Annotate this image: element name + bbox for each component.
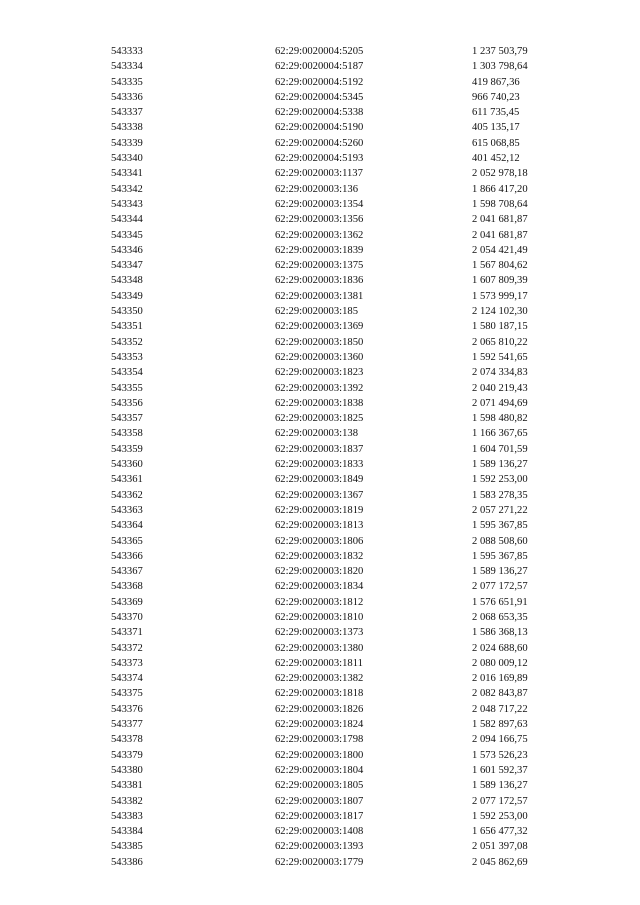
record-number-cell: 543386 bbox=[111, 856, 143, 868]
table-row bbox=[111, 335, 581, 350]
cadastral-number-cell: 62:29:0020004:5260 bbox=[275, 137, 364, 149]
table-row bbox=[111, 671, 581, 686]
cadastral-number-cell: 62:29:0020003:1382 bbox=[275, 673, 364, 685]
record-number-cell: 543340 bbox=[111, 153, 143, 165]
table-row bbox=[111, 426, 581, 441]
record-number-cell: 543369 bbox=[111, 596, 143, 608]
record-number-cell: 543343 bbox=[111, 198, 143, 210]
cadastral-number-cell: 62:29:0020003:1839 bbox=[275, 244, 364, 256]
table-row bbox=[111, 44, 581, 59]
table-row bbox=[111, 59, 581, 74]
cadastral-value-cell: 615 068,85 bbox=[472, 137, 520, 149]
cadastral-number-cell: 62:29:0020003:1807 bbox=[275, 795, 364, 807]
table-row bbox=[111, 641, 581, 656]
cadastral-value-cell: 1 866 417,20 bbox=[472, 183, 528, 195]
cadastral-number-cell: 62:29:0020004:5193 bbox=[275, 153, 364, 165]
record-number-cell: 543364 bbox=[111, 520, 143, 532]
record-number-cell: 543346 bbox=[111, 244, 143, 256]
cadastral-number-cell: 62:29:0020003:1373 bbox=[275, 627, 364, 639]
record-number-cell: 543362 bbox=[111, 489, 143, 501]
table-row bbox=[111, 748, 581, 763]
cadastral-number-cell: 62:29:0020003:1360 bbox=[275, 351, 364, 363]
cadastral-value-cell: 1 586 368,13 bbox=[472, 627, 528, 639]
cadastral-value-cell: 2 054 421,49 bbox=[472, 244, 528, 256]
table-row bbox=[111, 273, 581, 288]
table-row bbox=[111, 503, 581, 518]
record-number-cell: 543377 bbox=[111, 719, 143, 731]
cadastral-value-cell: 2 077 172,57 bbox=[472, 581, 528, 593]
record-number-cell: 543339 bbox=[111, 137, 143, 149]
cadastral-number-cell: 62:29:0020003:1800 bbox=[275, 749, 364, 761]
record-number-cell: 543353 bbox=[111, 351, 143, 363]
record-number-cell: 543384 bbox=[111, 826, 143, 838]
cadastral-number-cell: 62:29:0020003:1838 bbox=[275, 397, 364, 409]
table-row bbox=[111, 319, 581, 334]
cadastral-number-cell: 62:29:0020003:1367 bbox=[275, 489, 364, 501]
cadastral-number-cell: 62:29:0020003:138 bbox=[275, 428, 358, 440]
cadastral-value-cell: 1 592 253,00 bbox=[472, 474, 528, 486]
table-row bbox=[111, 120, 581, 135]
table-row bbox=[111, 809, 581, 824]
cadastral-value-cell: 1 583 278,35 bbox=[472, 489, 528, 501]
table-row bbox=[111, 518, 581, 533]
table-row bbox=[111, 579, 581, 594]
record-number-cell: 543382 bbox=[111, 795, 143, 807]
record-number-cell: 543356 bbox=[111, 397, 143, 409]
table-row bbox=[111, 151, 581, 166]
cadastral-number-cell: 62:29:0020003:1393 bbox=[275, 841, 364, 853]
record-number-cell: 543365 bbox=[111, 535, 143, 547]
cadastral-value-cell: 611 735,45 bbox=[472, 107, 520, 119]
table-row bbox=[111, 136, 581, 151]
cadastral-number-cell: 62:29:0020004:5190 bbox=[275, 122, 364, 134]
cadastral-value-cell: 2 040 219,43 bbox=[472, 382, 528, 394]
cadastral-number-cell: 62:29:0020003:136 bbox=[275, 183, 358, 195]
cadastral-value-cell: 2 071 494,69 bbox=[472, 397, 528, 409]
table-row bbox=[111, 778, 581, 793]
record-number-cell: 543363 bbox=[111, 504, 143, 516]
record-number-cell: 543342 bbox=[111, 183, 143, 195]
table-row bbox=[111, 197, 581, 212]
cadastral-number-cell: 62:29:0020003:1805 bbox=[275, 780, 364, 792]
cadastral-number-cell: 62:29:0020003:1820 bbox=[275, 566, 364, 578]
record-number-cell: 543380 bbox=[111, 764, 143, 776]
table-row bbox=[111, 289, 581, 304]
record-number-cell: 543337 bbox=[111, 107, 143, 119]
record-number-cell: 543361 bbox=[111, 474, 143, 486]
record-number-cell: 543335 bbox=[111, 76, 143, 88]
table-row bbox=[111, 855, 581, 870]
cadastral-number-cell: 62:29:0020003:1137 bbox=[275, 168, 363, 180]
cadastral-value-cell: 1 656 477,32 bbox=[472, 826, 528, 838]
record-number-cell: 543376 bbox=[111, 703, 143, 715]
table-row bbox=[111, 702, 581, 717]
cadastral-number-cell: 62:29:0020004:5338 bbox=[275, 107, 364, 119]
cadastral-value-cell: 419 867,36 bbox=[472, 76, 520, 88]
table-row bbox=[111, 90, 581, 105]
cadastral-value-cell: 2 041 681,87 bbox=[472, 229, 528, 241]
cadastral-value-cell: 2 094 166,75 bbox=[472, 734, 528, 746]
record-number-cell: 543334 bbox=[111, 61, 143, 73]
cadastral-number-cell: 62:29:0020004:5192 bbox=[275, 76, 364, 88]
cadastral-value-cell: 2 045 862,69 bbox=[472, 856, 528, 868]
cadastral-value-cell: 1 595 367,85 bbox=[472, 550, 528, 562]
cadastral-value-cell: 1 576 651,91 bbox=[472, 596, 528, 608]
cadastral-value-cell: 405 135,17 bbox=[472, 122, 520, 134]
cadastral-number-cell: 62:29:0020003:1823 bbox=[275, 367, 364, 379]
cadastral-number-cell: 62:29:0020003:1369 bbox=[275, 321, 364, 333]
record-number-cell: 543371 bbox=[111, 627, 143, 639]
table-row bbox=[111, 839, 581, 854]
cadastral-number-cell: 62:29:0020003:1813 bbox=[275, 520, 364, 532]
cadastral-value-cell: 2 048 717,22 bbox=[472, 703, 528, 715]
cadastral-value-cell: 401 452,12 bbox=[472, 153, 520, 165]
cadastral-value-cell: 1 589 136,27 bbox=[472, 780, 528, 792]
cadastral-number-cell: 62:29:0020004:5345 bbox=[275, 91, 364, 103]
cadastral-number-cell: 62:29:0020003:1818 bbox=[275, 688, 364, 700]
table-row bbox=[111, 824, 581, 839]
table-row bbox=[111, 365, 581, 380]
cadastral-value-cell: 1 573 999,17 bbox=[472, 290, 528, 302]
cadastral-number-cell: 62:29:0020003:1408 bbox=[275, 826, 364, 838]
table-row bbox=[111, 763, 581, 778]
cadastral-value-cell: 1 567 804,62 bbox=[472, 260, 528, 272]
cadastral-value-cell: 2 080 009,12 bbox=[472, 657, 528, 669]
cadastral-value-cell: 1 598 708,64 bbox=[472, 198, 528, 210]
cadastral-value-cell: 1 607 809,39 bbox=[472, 275, 528, 287]
record-number-cell: 543349 bbox=[111, 290, 143, 302]
record-number-cell: 543367 bbox=[111, 566, 143, 578]
table-row bbox=[111, 396, 581, 411]
table-row bbox=[111, 610, 581, 625]
cadastral-value-cell: 2 088 508,60 bbox=[472, 535, 528, 547]
cadastral-value-cell: 2 052 978,18 bbox=[472, 168, 528, 180]
cadastral-number-cell: 62:29:0020003:1817 bbox=[275, 810, 364, 822]
table-row bbox=[111, 75, 581, 90]
record-number-cell: 543379 bbox=[111, 749, 143, 761]
table-row bbox=[111, 656, 581, 671]
cadastral-value-cell: 2 082 843,87 bbox=[472, 688, 528, 700]
cadastral-number-cell: 62:29:0020004:5205 bbox=[275, 46, 364, 57]
record-number-cell: 543357 bbox=[111, 413, 143, 425]
cadastral-value-cell: 1 601 592,37 bbox=[472, 764, 528, 776]
table-row bbox=[111, 212, 581, 227]
cadastral-value-cell: 1 303 798,64 bbox=[472, 61, 528, 73]
cadastral-number-cell: 62:29:0020003:1836 bbox=[275, 275, 364, 287]
table-row bbox=[111, 381, 581, 396]
cadastral-number-cell: 62:29:0020003:1819 bbox=[275, 504, 364, 516]
record-number-cell: 543344 bbox=[111, 214, 143, 226]
cadastral-number-cell: 62:29:0020003:185 bbox=[275, 306, 358, 318]
table-row bbox=[111, 794, 581, 809]
record-number-cell: 543374 bbox=[111, 673, 143, 685]
cadastral-number-cell: 62:29:0020003:1806 bbox=[275, 535, 364, 547]
cadastral-number-cell: 62:29:0020003:1798 bbox=[275, 734, 364, 746]
record-number-cell: 543360 bbox=[111, 459, 143, 471]
record-number-cell: 543385 bbox=[111, 841, 143, 853]
record-number-cell: 543359 bbox=[111, 443, 143, 455]
record-number-cell: 543352 bbox=[111, 336, 143, 348]
cadastral-number-cell: 62:29:0020003:1356 bbox=[275, 214, 364, 226]
cadastral-value-cell: 2 051 397,08 bbox=[472, 841, 528, 853]
cadastral-number-cell: 62:29:0020003:1812 bbox=[275, 596, 364, 608]
cadastral-number-cell: 62:29:0020003:1380 bbox=[275, 642, 364, 654]
cadastral-number-cell: 62:29:0020003:1362 bbox=[275, 229, 364, 241]
cadastral-value-cell: 2 124 102,30 bbox=[472, 306, 528, 318]
table-row bbox=[111, 166, 581, 181]
cadastral-number-cell: 62:29:0020003:1837 bbox=[275, 443, 364, 455]
record-number-cell: 543338 bbox=[111, 122, 143, 134]
table-row bbox=[111, 534, 581, 549]
record-number-cell: 543381 bbox=[111, 780, 143, 792]
cadastral-number-cell: 62:29:0020003:1392 bbox=[275, 382, 364, 394]
cadastral-number-cell: 62:29:0020003:1833 bbox=[275, 459, 364, 471]
cadastral-value-cell: 1 582 897,63 bbox=[472, 719, 528, 731]
table-row bbox=[111, 488, 581, 503]
record-number-cell: 543368 bbox=[111, 581, 143, 593]
table-row bbox=[111, 686, 581, 701]
table-row bbox=[111, 549, 581, 564]
cadastral-number-cell: 62:29:0020003:1811 bbox=[275, 657, 363, 669]
cadastral-number-cell: 62:29:0020003:1375 bbox=[275, 260, 364, 272]
cadastral-value-cell: 2 074 334,83 bbox=[472, 367, 528, 379]
table-row bbox=[111, 732, 581, 747]
cadastral-value-cell: 1 237 503,79 bbox=[472, 46, 528, 57]
record-number-cell: 543355 bbox=[111, 382, 143, 394]
cadastral-number-cell: 62:29:0020003:1850 bbox=[275, 336, 364, 348]
cadastral-value-cell: 1 592 253,00 bbox=[472, 810, 528, 822]
record-number-cell: 543341 bbox=[111, 168, 143, 180]
cadastral-value-cell: 2 065 810,22 bbox=[472, 336, 528, 348]
cadastral-value-cell: 2 041 681,87 bbox=[472, 214, 528, 226]
record-number-cell: 543378 bbox=[111, 734, 143, 746]
record-number-cell: 543383 bbox=[111, 810, 143, 822]
table-row bbox=[111, 472, 581, 487]
table-row bbox=[111, 182, 581, 197]
cadastral-number-cell: 62:29:0020003:1832 bbox=[275, 550, 364, 562]
table-row bbox=[111, 457, 581, 472]
cadastral-value-cell: 1 166 367,65 bbox=[472, 428, 528, 440]
table-row bbox=[111, 625, 581, 640]
record-number-cell: 543345 bbox=[111, 229, 143, 241]
cadastral-number-cell: 62:29:0020003:1826 bbox=[275, 703, 364, 715]
cadastral-value-cell: 966 740,23 bbox=[472, 91, 520, 103]
cadastral-value-cell: 1 598 480,82 bbox=[472, 413, 528, 425]
record-number-cell: 543358 bbox=[111, 428, 143, 440]
cadastral-number-cell: 62:29:0020003:1381 bbox=[275, 290, 364, 302]
table-row bbox=[111, 228, 581, 243]
record-number-cell: 543336 bbox=[111, 91, 143, 103]
cadastral-value-cell: 1 592 541,65 bbox=[472, 351, 528, 363]
table-row bbox=[111, 350, 581, 365]
cadastral-value-cell: 1 604 701,59 bbox=[472, 443, 528, 455]
record-number-cell: 543348 bbox=[111, 275, 143, 287]
cadastral-value-table bbox=[111, 44, 581, 870]
record-number-cell: 543354 bbox=[111, 367, 143, 379]
table-row bbox=[111, 105, 581, 120]
cadastral-number-cell: 62:29:0020003:1834 bbox=[275, 581, 364, 593]
record-number-cell: 543347 bbox=[111, 260, 143, 272]
cadastral-number-cell: 62:29:0020003:1804 bbox=[275, 764, 364, 776]
cadastral-value-cell: 1 589 136,27 bbox=[472, 566, 528, 578]
table-row bbox=[111, 717, 581, 732]
cadastral-value-cell: 1 573 526,23 bbox=[472, 749, 528, 761]
cadastral-number-cell: 62:29:0020004:5187 bbox=[275, 61, 364, 73]
cadastral-number-cell: 62:29:0020003:1354 bbox=[275, 198, 364, 210]
table-row bbox=[111, 243, 581, 258]
cadastral-number-cell: 62:29:0020003:1824 bbox=[275, 719, 364, 731]
cadastral-value-cell: 2 057 271,22 bbox=[472, 504, 528, 516]
cadastral-value-cell: 2 068 653,35 bbox=[472, 611, 528, 623]
cadastral-number-cell: 62:29:0020003:1779 bbox=[275, 856, 364, 868]
table-row bbox=[111, 304, 581, 319]
record-number-cell: 543372 bbox=[111, 642, 143, 654]
record-number-cell: 543366 bbox=[111, 550, 143, 562]
cadastral-number-cell: 62:29:0020003:1810 bbox=[275, 611, 364, 623]
record-number-cell: 543370 bbox=[111, 611, 143, 623]
record-number-cell: 543351 bbox=[111, 321, 143, 333]
record-number-cell: 543333 bbox=[111, 46, 143, 57]
cadastral-number-cell: 62:29:0020003:1825 bbox=[275, 413, 364, 425]
table-row bbox=[111, 411, 581, 426]
record-number-cell: 543350 bbox=[111, 306, 143, 318]
table-row bbox=[111, 258, 581, 273]
cadastral-value-cell: 1 589 136,27 bbox=[472, 459, 528, 471]
table-row bbox=[111, 442, 581, 457]
table-row bbox=[111, 595, 581, 610]
cadastral-value-cell: 1 595 367,85 bbox=[472, 520, 528, 532]
table-row bbox=[111, 564, 581, 579]
cadastral-number-cell: 62:29:0020003:1849 bbox=[275, 474, 364, 486]
record-number-cell: 543375 bbox=[111, 688, 143, 700]
cadastral-value-cell: 2 016 169,89 bbox=[472, 673, 528, 685]
cadastral-value-cell: 2 077 172,57 bbox=[472, 795, 528, 807]
record-number-cell: 543373 bbox=[111, 657, 143, 669]
cadastral-value-cell: 1 580 187,15 bbox=[472, 321, 528, 333]
cadastral-value-cell: 2 024 688,60 bbox=[472, 642, 528, 654]
